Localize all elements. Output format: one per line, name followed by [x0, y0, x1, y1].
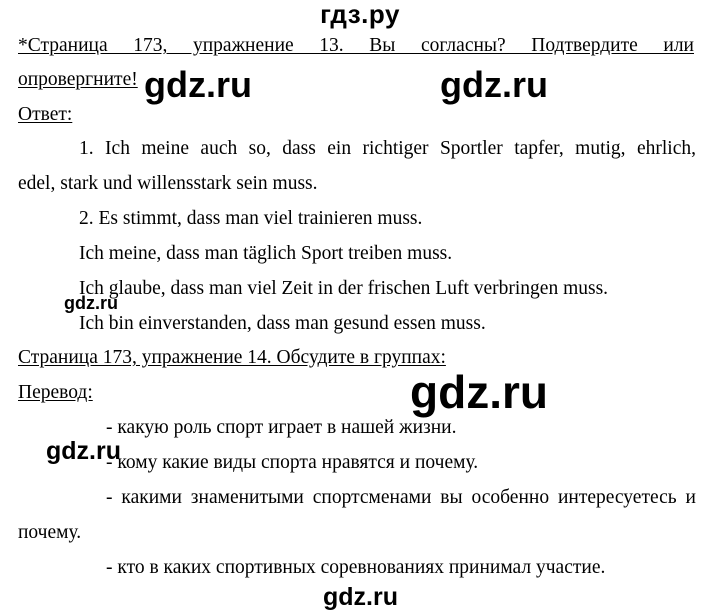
translation-label: Перевод: [18, 382, 93, 403]
answer-item-3: Ich meine, dass man täglich Sport treiben muss. [79, 243, 453, 264]
translation-item-4: - кто в каких спортивных соревнованиях принимал участие. [106, 557, 606, 578]
watermark-logo: gdz.ru [410, 366, 548, 418]
watermark-logo: gdz.ru [440, 64, 548, 105]
answer-item-5: Ich bin einverstanden, dass man gesund essen muss. [79, 313, 486, 334]
exercise-13-heading-line-1: *Страница 173, упражнение 13. Вы согласны? Подтвердите или [18, 35, 694, 56]
exercise-14-heading: Страница 173, упражнение 14. Обсудите в группах: [18, 347, 446, 368]
watermark-logo: gdz.ru [46, 437, 121, 465]
site-header-title: гдз.ру [320, 0, 400, 29]
translation-item-1: - какую роль спорт играет в нашей жизни. [106, 417, 457, 438]
answer-item-4: Ich glaube, dass man viel Zeit in der frischen Luft verbringen muss. [79, 278, 609, 299]
watermark-logo: gdz.ru [144, 64, 252, 105]
answer-item-1-line-2: edel, stark und willensstark sein muss. [18, 173, 318, 194]
answer-label: Ответ: [18, 104, 73, 125]
exercise-13-heading-line-2: опровергните! [18, 69, 138, 90]
translation-item-2: - кому какие виды спорта нравятся и почему. [106, 452, 479, 473]
translation-item-3-line-2: почему. [18, 522, 82, 543]
translation-item-3-line-1: - какими знаменитыми спортсменами вы особенно интересуетесь и [106, 487, 696, 508]
watermark-logo: gdz.ru [323, 583, 398, 611]
answer-item-1-line-1: 1. Ich meine auch so, dass ein richtiger Sportler tapfer, mutig, ehrlich, [79, 138, 696, 159]
watermark-logo: gdz.ru [64, 293, 118, 313]
answer-item-2: 2. Es stimmt, dass man viel trainieren muss. [79, 208, 423, 229]
